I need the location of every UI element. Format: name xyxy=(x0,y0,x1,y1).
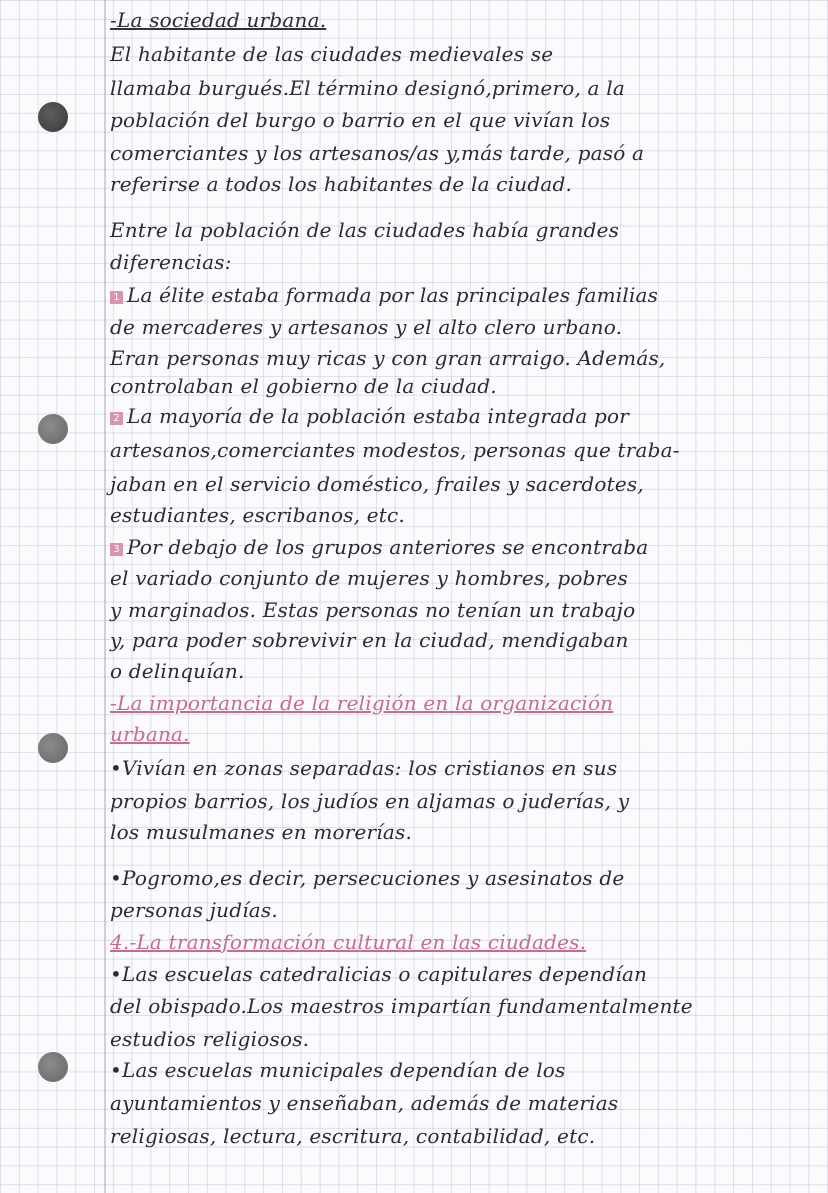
margin-line xyxy=(104,0,106,1193)
text-line: llamaba burgués.El término designó,primero, a la xyxy=(110,76,625,100)
text-line: religiosas, lectura, escritura, contabilidad, etc. xyxy=(110,1124,596,1148)
text-line: el variado conjunto de mujeres y hombres, pobres xyxy=(110,566,628,590)
section-heading: -La sociedad urbana. xyxy=(110,8,327,32)
text-line: diferencias: xyxy=(110,250,232,274)
text-line: propios barrios, los judíos en aljamas o juderías, y xyxy=(110,789,630,813)
number-badge: 1 xyxy=(110,291,123,304)
section-heading: urbana. xyxy=(110,722,190,746)
text-line: •Las escuelas municipales dependían de los xyxy=(110,1058,566,1082)
binder-hole xyxy=(38,733,68,763)
number-badge: 2 xyxy=(110,412,123,425)
section-heading: 4.-La transformación cultural en las ciudades. xyxy=(110,930,587,954)
text-line: •Las escuelas catedralicias o capitulares dependían xyxy=(110,962,648,986)
binder-hole xyxy=(38,414,68,444)
text-line: y, para poder sobrevivir en la ciudad, mendigaban xyxy=(110,628,629,652)
text-line: Eran personas muy ricas y con gran arraigo. Además, xyxy=(110,346,666,370)
binder-hole xyxy=(38,102,68,132)
text-line: Por debajo de los grupos anteriores se encontraba xyxy=(127,535,649,559)
text-line: y marginados. Estas personas no tenían un trabajo xyxy=(110,598,636,622)
text-line: los musulmanes en morerías. xyxy=(110,820,413,844)
section-heading: -La importancia de la religión en la organización xyxy=(110,691,614,715)
text-line: jaban en el servicio doméstico, frailes y sacerdotes, xyxy=(110,472,644,496)
point-3 xyxy=(110,535,814,559)
text-line: controlaban el gobierno de la ciudad. xyxy=(110,374,497,398)
text-line: personas judías. xyxy=(110,898,278,922)
text-line: estudiantes, escribanos, etc. xyxy=(110,503,405,527)
text-line: •Vivían en zonas separadas: los cristianos en sus xyxy=(110,756,618,780)
text-line: Entre la población de las ciudades había grandes xyxy=(110,218,620,242)
text-line: o delinquían. xyxy=(110,659,245,683)
text-line: La élite estaba formada por las principales familias xyxy=(127,283,659,307)
text-line: El habitante de las ciudades medievales se xyxy=(110,42,554,66)
text-line: artesanos,comerciantes modestos, personas que traba- xyxy=(110,438,680,462)
point-1 xyxy=(110,283,814,307)
text-line: comerciantes y los artesanos/as y,más tarde, pasó a xyxy=(110,141,645,165)
text-line: de mercaderes y artesanos y el alto clero urbano. xyxy=(110,315,623,339)
text-line: del obispado.Los maestros impartían fundamentalmente xyxy=(110,994,693,1018)
text-line: estudios religiosos. xyxy=(110,1027,310,1051)
text-line: referirse a todos los habitantes de la ciudad. xyxy=(110,172,573,196)
point-2 xyxy=(110,404,814,428)
text-line: •Pogromo,es decir, persecuciones y asesinatos de xyxy=(110,866,625,890)
number-badge: 3 xyxy=(110,543,123,556)
text-line: población del burgo o barrio en el que vivían los xyxy=(110,108,611,132)
text-line: La mayoría de la población estaba integrada por xyxy=(127,404,630,428)
binder-hole xyxy=(38,1052,68,1082)
text-line: ayuntamientos y enseñaban, además de materias xyxy=(110,1091,619,1115)
